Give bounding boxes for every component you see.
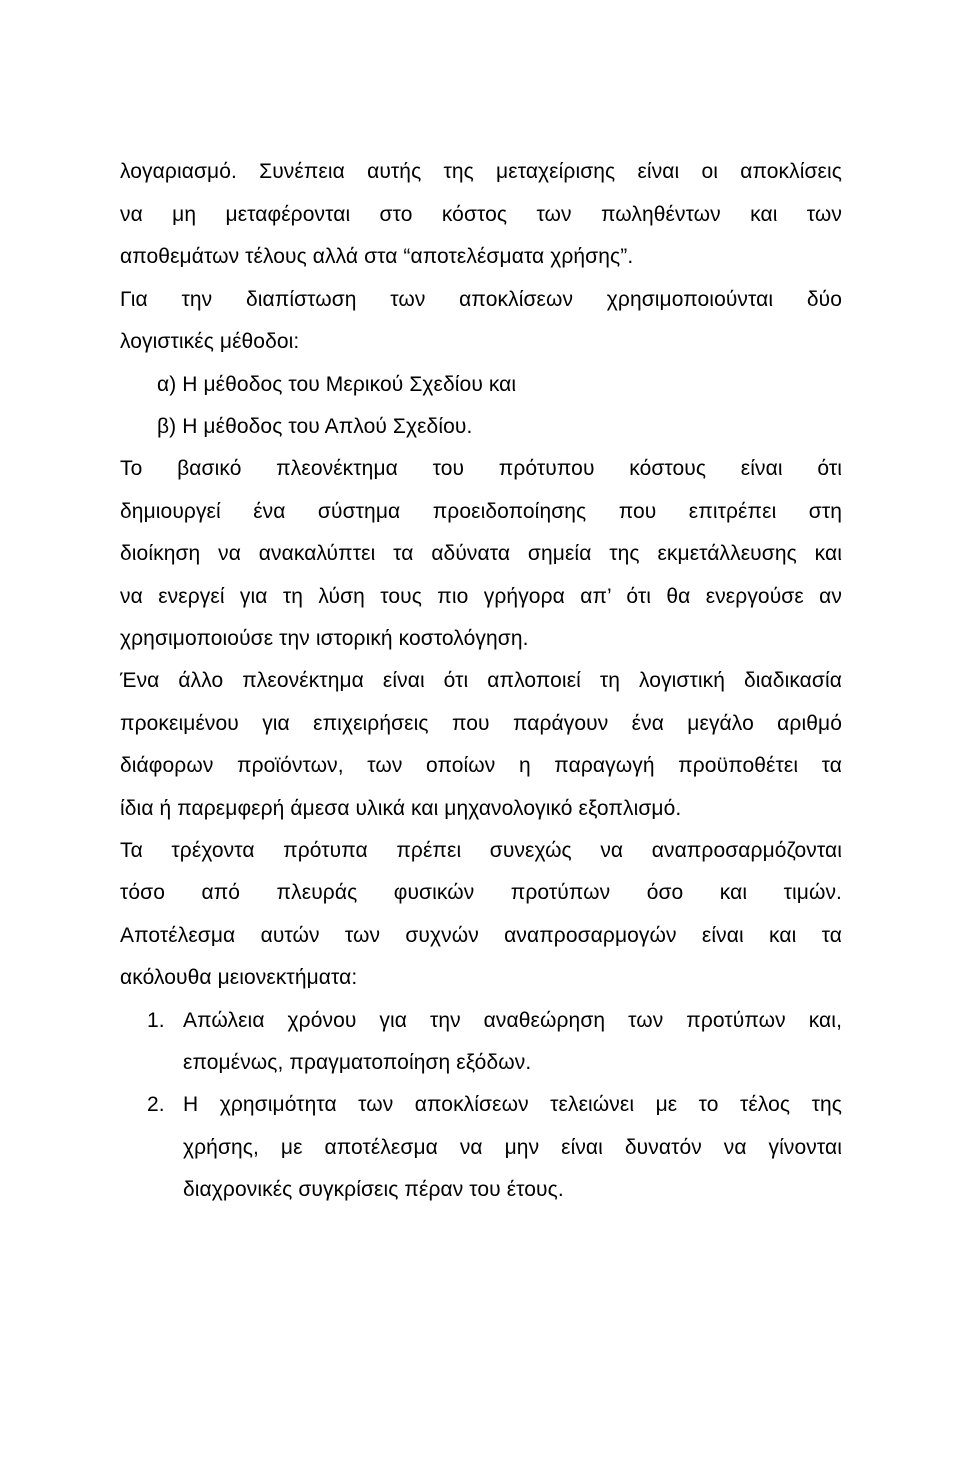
paragraph-line: να μη μεταφέρονται στο κόστος των πωληθέντων και των [120, 203, 842, 226]
paragraph-line: δημιουργεί ένα σύστημα προειδοποίησης που επιτρέπει στη [120, 500, 842, 523]
paragraph-line: ακόλουθα μειονεκτήματα: [120, 966, 358, 989]
paragraph-line: διάφορων προϊόντων, των οποίων η παραγωγή προϋποθέτει τα [120, 754, 842, 777]
paragraph-line: αποθεμάτων τέλους αλλά στα “αποτελέσματα χρήσης”. [120, 245, 634, 268]
list-number: 2. [147, 1093, 165, 1116]
paragraph-line: Τα τρέχοντα πρότυπα πρέπει συνεχώς να αναπροσαρμόζονται [120, 839, 842, 862]
paragraph-line: λογαριασμό. Συνέπεια αυτής της μεταχείρισης είναι οι αποκλίσεις [120, 160, 842, 183]
list-number: 1. [147, 1009, 165, 1032]
paragraph-line: Ένα άλλο πλεονέκτημα είναι ότι απλοποιεί τη λογιστική διαδικασία [120, 669, 842, 692]
paragraph-line: τόσο από πλευράς φυσικών προτύπων όσο και τιμών. [120, 881, 842, 904]
paragraph-line: να ενεργεί για τη λύση τους πιο γρήγορα απ’ ότι θα ενεργούσε αν [120, 585, 842, 608]
list-item-line: Απώλεια χρόνου για την αναθεώρηση των προτύπων και, [183, 1009, 842, 1032]
paragraph-line: προκειμένου για επιχειρήσεις που παράγουν ένα μεγάλο αριθμό [120, 712, 842, 735]
paragraph-line: λογιστικές μέθοδοι: [120, 330, 300, 353]
paragraph-line: διοίκηση να ανακαλύπτει τα αδύνατα σημεία της εκμετάλλευσης και [120, 542, 842, 565]
paragraph-line: ίδια ή παρεμφερή άμεσα υλικά και μηχανολογικό εξοπλισμό. [120, 797, 682, 820]
method-item: α) Η μέθοδος του Μερικού Σχεδίου και [157, 373, 517, 396]
list-item-line: διαχρονικές συγκρίσεις πέραν του έτους. [183, 1178, 564, 1201]
list-item-line: επομένως, πραγματοποίηση εξόδων. [183, 1051, 532, 1074]
paragraph-line: χρησιμοποιούσε την ιστορική κοστολόγηση. [120, 627, 529, 650]
paragraph-line: Για την διαπίστωση των αποκλίσεων χρησιμοποιούνται δύο [120, 288, 842, 311]
paragraph-line: Αποτέλεσμα αυτών των συχνών αναπροσαρμογών είναι και τα [120, 924, 842, 947]
method-item: β) Η μέθοδος του Απλού Σχεδίου. [157, 415, 473, 438]
list-item-line: Η χρησιμότητα των αποκλίσεων τελειώνει με το τέλος της [183, 1093, 842, 1116]
paragraph-line: Το βασικό πλεονέκτημα του πρότυπου κόστους είναι ότι [120, 457, 842, 480]
list-item-line: χρήσης, με αποτέλεσμα να μην είναι δυνατόν να γίνονται [183, 1136, 842, 1159]
